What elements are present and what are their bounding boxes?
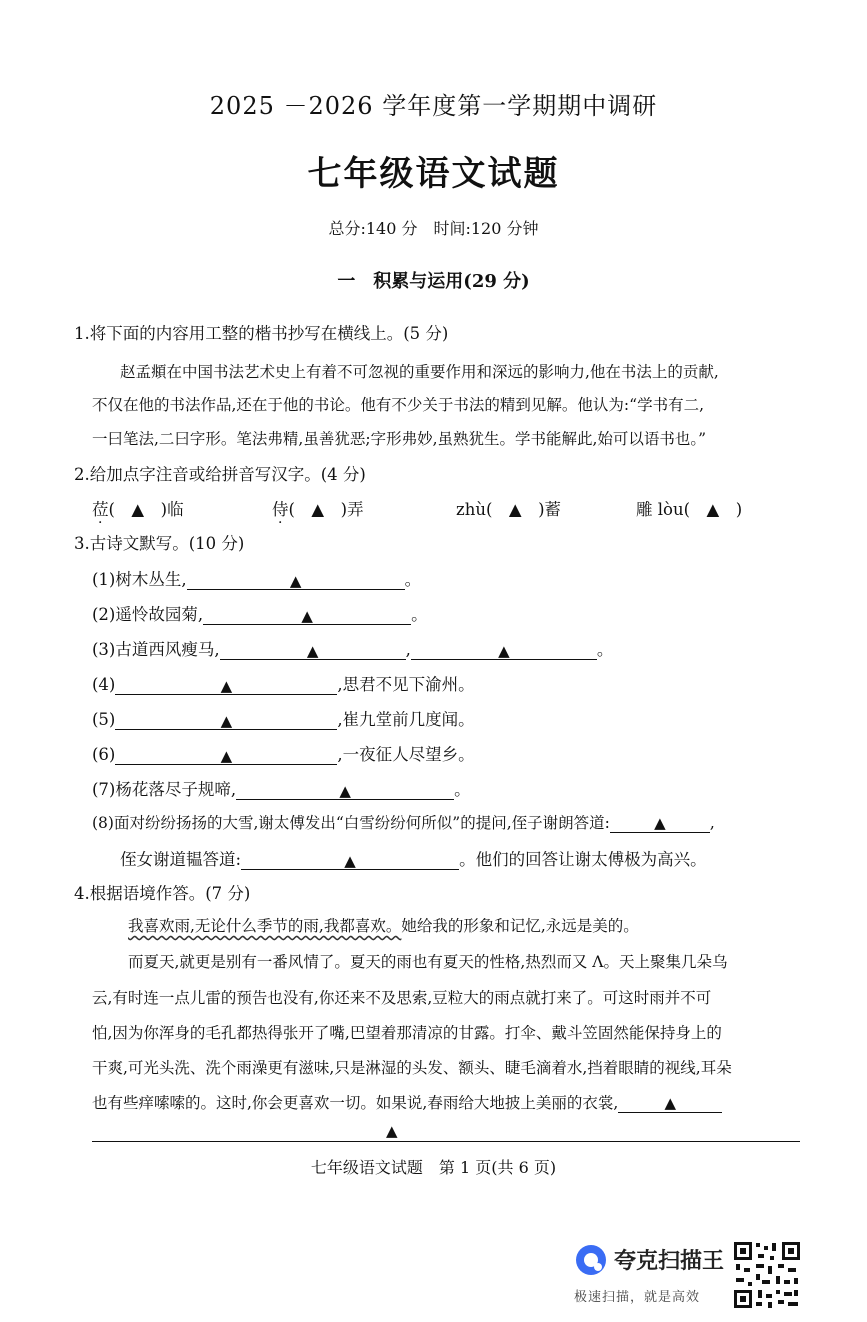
page-footer: 七年级语文试题 第 1 页(共 6 页) bbox=[310, 1158, 557, 1177]
q4-wavy-sentence: 我喜欢雨,无论什么季节的雨,我都喜欢。 bbox=[128, 917, 402, 935]
q1-line-3: 一曰笔法,二曰字形。笔法弗精,虽善犹恶;字形弗妙,虽熟犹生。学书能解此,始可以语书也。” bbox=[92, 430, 707, 448]
q2-item-4[interactable]: 雕 lòu( ▲ ) bbox=[636, 500, 743, 519]
q2-title: 2.给加点字注音或给拼音写汉字。(4 分) bbox=[74, 465, 366, 484]
q1-line-1: 赵孟頫在中国书法艺术史上有着不可忽视的重要作用和深远的影响力,他在书法上的贡献, bbox=[120, 363, 719, 381]
exam-meta: 总分:140 分 时间:120 分钟 bbox=[328, 219, 539, 238]
q3-item-3: (3)古道西风瘦马, ▲ , ▲ 。 bbox=[92, 640, 614, 660]
q4-title: 4.根据语境作答。(7 分) bbox=[74, 884, 251, 903]
answer-blank[interactable]: ▲ bbox=[115, 746, 337, 765]
q3-item-8: (8)面对纷纷扬扬的大雪,谢太傅发出“白雪纷纷何所似”的提问,侄子谢朗答道: ▲ , bbox=[92, 814, 715, 832]
q3-item-2: (2)遥怜故园菊, ▲ 。 bbox=[92, 605, 428, 625]
q2-item-1-dotted: 莅 bbox=[92, 500, 109, 519]
answer-blank[interactable]: ▲ bbox=[115, 711, 337, 730]
answer-blank[interactable]: ▲ bbox=[411, 641, 597, 660]
q2-item-1-rest: ( ▲ )临 bbox=[108, 500, 184, 519]
q1-title: 1.将下面的内容用工整的楷书抄写在横线上。(5 分) bbox=[74, 324, 449, 343]
q3-item-7: (7)杨花落尽子规啼, ▲ 。 bbox=[92, 780, 471, 800]
q3-item-4: (4) ▲ ,思君不见下渝州。 bbox=[92, 675, 475, 695]
answer-blank[interactable]: ▲ bbox=[220, 641, 406, 660]
answer-blank[interactable]: ▲ bbox=[187, 571, 405, 590]
q2-item-1[interactable] bbox=[92, 496, 184, 520]
q3-item-1: (1)树木丛生, ▲ 。 bbox=[92, 570, 422, 590]
qr-code-icon bbox=[732, 1240, 802, 1310]
answer-blank[interactable]: ▲ bbox=[618, 1094, 722, 1113]
answer-blank[interactable]: ▲ bbox=[610, 814, 710, 833]
answer-blank[interactable]: ▲ bbox=[241, 851, 459, 870]
q2-item-2[interactable] bbox=[272, 496, 364, 520]
quark-logo-icon bbox=[574, 1243, 608, 1277]
q3-item-5: (5) ▲ ,崔九堂前几度闻。 bbox=[92, 710, 475, 730]
q4-line-5: 干爽,可光头洗、洗个雨澡更有滋味,只是淋湿的头发、额头、睫毛滴着水,挡着眼睛的视线,耳朵 bbox=[92, 1059, 732, 1077]
q4-line-1: 我喜欢雨,无论什么季节的雨,我都喜欢。她给我的形象和记忆,永远是美的。 bbox=[128, 917, 639, 935]
answer-line[interactable] bbox=[92, 1141, 800, 1142]
answer-blank[interactable]: ▲ bbox=[115, 676, 337, 695]
q3-item-8-cont: 侄女谢道韫答道: ▲ 。他们的回答让谢太傅极为高兴。 bbox=[120, 850, 707, 870]
q2-item-3[interactable]: zhù( ▲ )蓄 bbox=[456, 500, 562, 519]
year-title: 2025 －2026 学年度第一学期期中调研 bbox=[209, 92, 658, 120]
q3-item-6: (6) ▲ ,一夜征人尽望乡。 bbox=[92, 745, 475, 765]
q2-item-2-rest: ( ▲ )弄 bbox=[288, 500, 364, 519]
q4-line-4: 怕,因为你浑身的毛孔都热得张开了嘴,巴望着那清凉的甘露。打伞、戴斗笠固然能保持身上的 bbox=[92, 1024, 722, 1042]
watermark-slogan: 极速扫描，就是高效 bbox=[574, 1290, 701, 1305]
answer-blank[interactable]: ▲ bbox=[236, 781, 454, 800]
q4-line-3: 云,有时连一点儿雷的预告也没有,你还来不及思索,豆粒大的雨点就打来了。可这时雨并不可 bbox=[92, 989, 712, 1007]
q4-line-6: 也有些痒嗦嗦的。这时,你会更喜欢一切。如果说,春雨给大地披上美丽的衣裳, ▲ bbox=[92, 1091, 722, 1113]
q1-line-2: 不仅在他的书法作品,还在于他的书论。他有不少关于书法的精到见解。他认为:“学书有二, bbox=[92, 396, 705, 414]
watermark-brand: 夸克扫描王 bbox=[614, 1249, 725, 1274]
q3-title: 3.古诗文默写。(10 分) bbox=[74, 534, 245, 553]
answer-blank[interactable]: ▲ bbox=[203, 606, 411, 625]
q4-line-2: 而夏天,就更是别有一番风情了。夏天的雨也有夏天的性格,热烈而又 Λ。天上聚集几朵乌 bbox=[128, 953, 728, 971]
exam-title: 七年级语文试题 bbox=[307, 154, 560, 194]
section-heading: 一 积累与运用(29 分) bbox=[337, 271, 530, 292]
q2-item-2-dotted: 侍 bbox=[272, 500, 289, 519]
answer-mark[interactable]: ▲ bbox=[386, 1122, 398, 1140]
